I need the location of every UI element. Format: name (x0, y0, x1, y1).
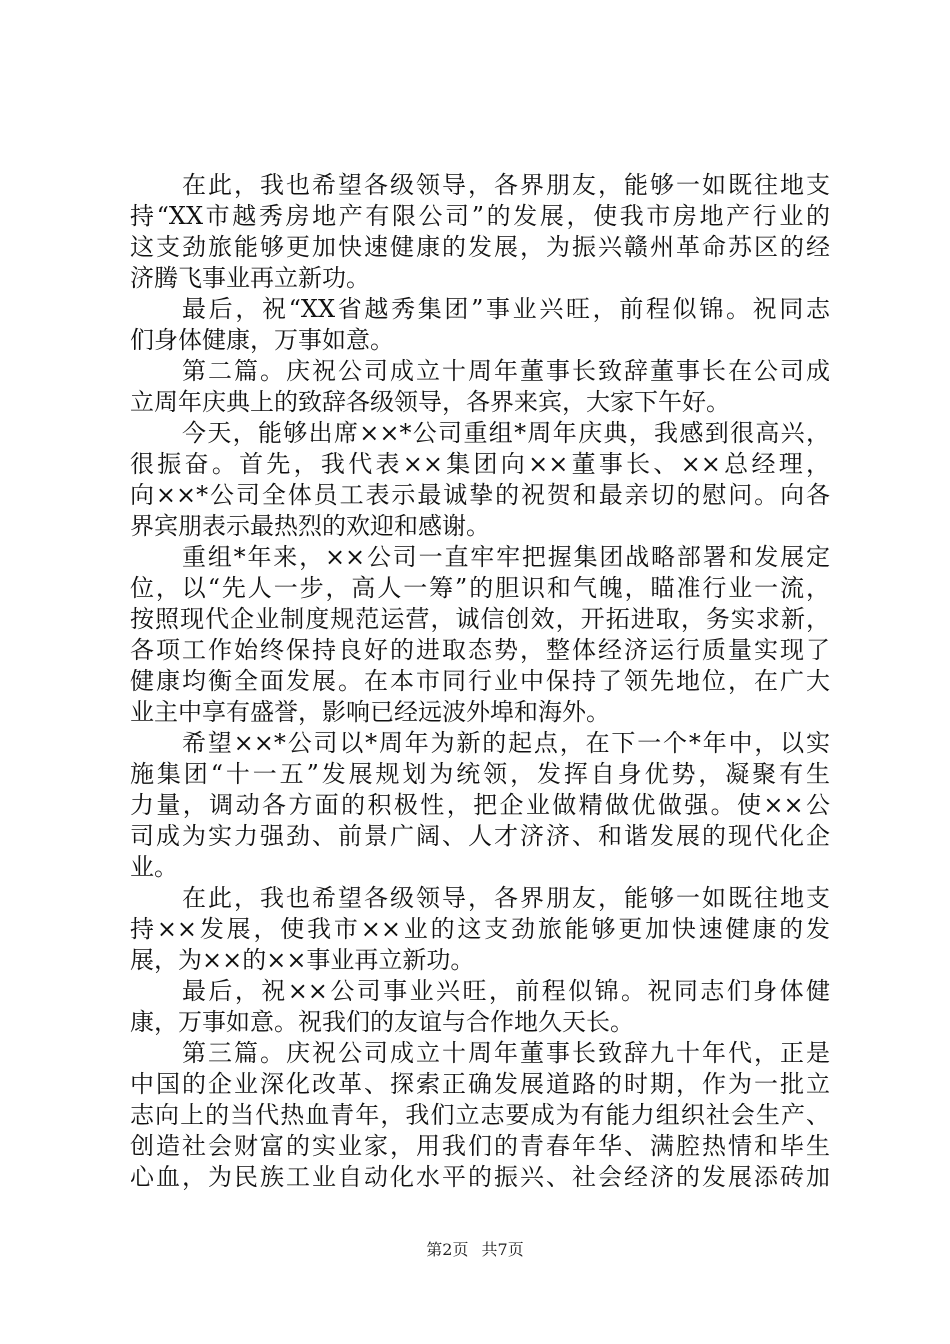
text-line: 很振奋。首先，我代表××集团向××董事长、××总经理， (130, 450, 830, 478)
text-line: 济腾飞事业再立新功。 (130, 264, 370, 292)
text-line: 创造社会财富的实业家，用我们的青春年华、满腔热情和毕生 (130, 1132, 830, 1160)
text-line: 持“XX市越秀房地产有限公司”的发展，使我市房地产行业的 (130, 202, 830, 230)
text-line: 持××发展，使我市××业的这支劲旅能够更加快速健康的发 (130, 915, 830, 943)
page-number: 第2页 (426, 1240, 469, 1259)
page-total: 共7页 (481, 1240, 524, 1259)
text-line: 中国的企业深化改革、探索正确发展道路的时期，作为一批立 (130, 1070, 830, 1098)
text-line: 重组*年来，××公司一直牢牢把握集团战略部署和发展定 (182, 543, 830, 571)
text-line: 业主中享有盛誉，影响已经远波外埠和海外。 (130, 698, 610, 726)
text-line: 这支劲旅能够更加快速健康的发展，为振兴赣州革命苏区的经 (130, 233, 830, 261)
text-line: 按照现代企业制度规范运营，诚信创效，开拓进取，务实求新， (130, 605, 830, 633)
text-line: 立周年庆典上的致辞各级领导，各界来宾，大家下午好。 (130, 388, 730, 416)
text-line: 今天，能够出席××*公司重组*周年庆典，我感到很高兴， (182, 419, 830, 447)
text-line: 位，以“先人一步，高人一筹”的胆识和气魄，瞄准行业一流， (130, 574, 830, 602)
text-line: 展，为××的××事业再立新功。 (130, 946, 475, 974)
text-line: 在此，我也希望各级领导，各界朋友，能够一如既往地支 (182, 171, 830, 199)
text-line: 最后，祝××公司事业兴旺，前程似锦。祝同志们身体健 (182, 977, 830, 1005)
text-line: 们身体健康，万事如意。 (130, 326, 394, 354)
page-footer (0, 1240, 950, 1260)
text-line: 第二篇。庆祝公司成立十周年董事长致辞董事长在公司成 (182, 357, 830, 385)
text-line: 在此，我也希望各级领导，各界朋友，能够一如既往地支 (182, 884, 830, 912)
text-line: 希望××*公司以*周年为新的起点，在下一个*年中，以实 (182, 729, 830, 757)
text-line: 最后，祝“XX省越秀集团”事业兴旺，前程似锦。祝同志 (182, 295, 830, 323)
text-line: 心血，为民族工业自动化水平的振兴、社会经济的发展添砖加 (130, 1163, 830, 1191)
text-line: 界宾朋表示最热烈的欢迎和感谢。 (130, 512, 490, 540)
text-line: 力量，调动各方面的积极性，把企业做精做优做强。使××公 (130, 791, 830, 819)
text-line: 向××*公司全体员工表示最诚挚的祝贺和最亲切的慰问。向各 (130, 481, 830, 509)
text-line: 各项工作始终保持良好的进取态势，整体经济运行质量实现了 (130, 636, 830, 664)
text-line: 业。 (130, 853, 178, 881)
text-line: 健康均衡全面发展。在本市同行业中保持了领先地位，在广大 (130, 667, 830, 695)
text-line: 第三篇。庆祝公司成立十周年董事长致辞九十年代，正是 (182, 1039, 830, 1067)
text-line: 志向上的当代热血青年，我们立志要成为有能力组织社会生产、 (130, 1101, 830, 1129)
text-line: 康，万事如意。祝我们的友谊与合作地久天长。 (130, 1008, 634, 1036)
text-line: 施集团“十一五”发展规划为统领，发挥自身优势，凝聚有生 (130, 760, 830, 788)
text-line: 司成为实力强劲、前景广阔、人才济济、和谐发展的现代化企 (130, 822, 830, 850)
document-body (130, 170, 830, 1193)
